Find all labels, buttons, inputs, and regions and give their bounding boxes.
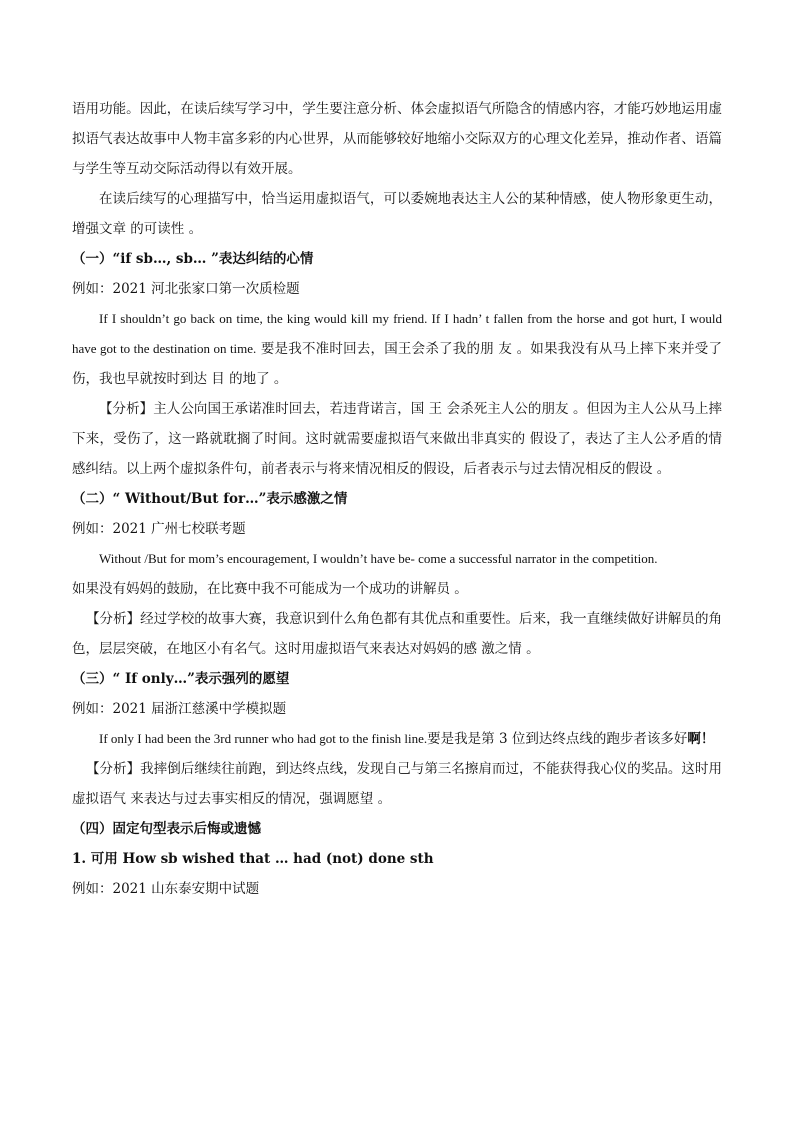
section-1-example-chinese: 要是我不准时回去，国王会杀了我的朋 友 。如果我没有从马上摔下来并受了伤，我也早就按时到达 目 的地了 。	[72, 341, 722, 387]
section-2-example-source: 例如：2021 广州七校联考题	[72, 521, 246, 537]
section-4-subheading-1: 1. 可用 How sb wished that … had (not) done sth	[72, 851, 434, 867]
section-2-example-english: Without /But for mom’s encouragement, I wouldn’t have be- come a successful narrator in the competition.	[99, 551, 658, 566]
section-3-example-english: If only I had been the 3rd runner who had got to the finish line.	[99, 731, 428, 746]
section-3-example-chinese: 要是我是第 3 位到达终点线的跑步者该多好	[427, 731, 688, 747]
section-1-analysis: 【分析】主人公向国王承诺准时回去，若违背诺言，国 王 会杀死主人公的朋友 。但因为主人公从马上摔下来，受伤了，这一路就耽搁了时间。这时就需要虚拟语气来做出非真实的 假设了，表达了主人公矛盾的情感纠结。以上两个虚拟条件句，前者表示与将来情况相反的假设，后者表示与过去情况相反的假设 。	[72, 401, 722, 477]
section-4-example-source: 例如：2021 山东泰安期中试题	[72, 881, 260, 897]
section-2-example	[72, 544, 722, 604]
section-3-example	[72, 724, 722, 754]
section-3-analysis: 【分析】我摔倒后继续往前跑，到达终点线，发现自己与第三名擦肩而过，不能获得我心仪的奖品。这时用虚拟语气 来表达与过去事实相反的情况，强调愿望 。	[72, 761, 722, 807]
section-1-example-english: If I shouldn’t go back on time, the king would kill my friend. If I hadn’ t fallen from the horse and got hurt, I would have got to the destination on time.	[72, 311, 722, 356]
section-1-example	[72, 304, 722, 394]
section-1-heading: （一）“if sb…, sb… ”表达纠结的心情	[72, 251, 314, 267]
section-3-heading: （三）“ If only…”表示强列的愿望	[72, 671, 290, 687]
section-1-example-source: 例如：2021 河北张家口第一次质检题	[72, 281, 300, 297]
section-2-example-chinese: 如果没有妈妈的鼓励，在比赛中我不可能成为一个成功的讲解员 。	[72, 581, 468, 597]
paragraph-intro-continued: 语用功能。因此，在读后续写学习中，学生要注意分析、体会虚拟语气所隐含的情感内容，才能巧妙地运用虚拟语气表达故事中人物丰富多彩的内心世界，从而能够较好地缩小交际双方的心理文化差异，推动作者、语篇与学生等互动交际活动得以有效开展。	[72, 101, 722, 177]
document-body	[72, 94, 722, 904]
paragraph-overview: 在读后续写的心理描写中，恰当运用虚拟语气，可以委婉地表达主人公的某种情感，使人物形象更生动，增强文章 的可读性 。	[72, 191, 722, 237]
section-3-example-source: 例如：2021 届浙江慈溪中学模拟题	[72, 701, 287, 717]
section-4-heading: （四）固定句型表示后悔或遗憾	[72, 821, 261, 837]
section-2-analysis: 【分析】经过学校的故事大赛，我意识到什么角色都有其优点和重要性。后来，我一直继续做好讲解员的角色，层层突破，在地区小有名气。这时用虚拟语气来表达对妈妈的感 激之情 。	[72, 611, 722, 657]
section-2-heading: （二）“ Without/But for…”表示感激之情	[72, 491, 348, 507]
section-3-example-exclamation: 啊！	[687, 731, 715, 747]
